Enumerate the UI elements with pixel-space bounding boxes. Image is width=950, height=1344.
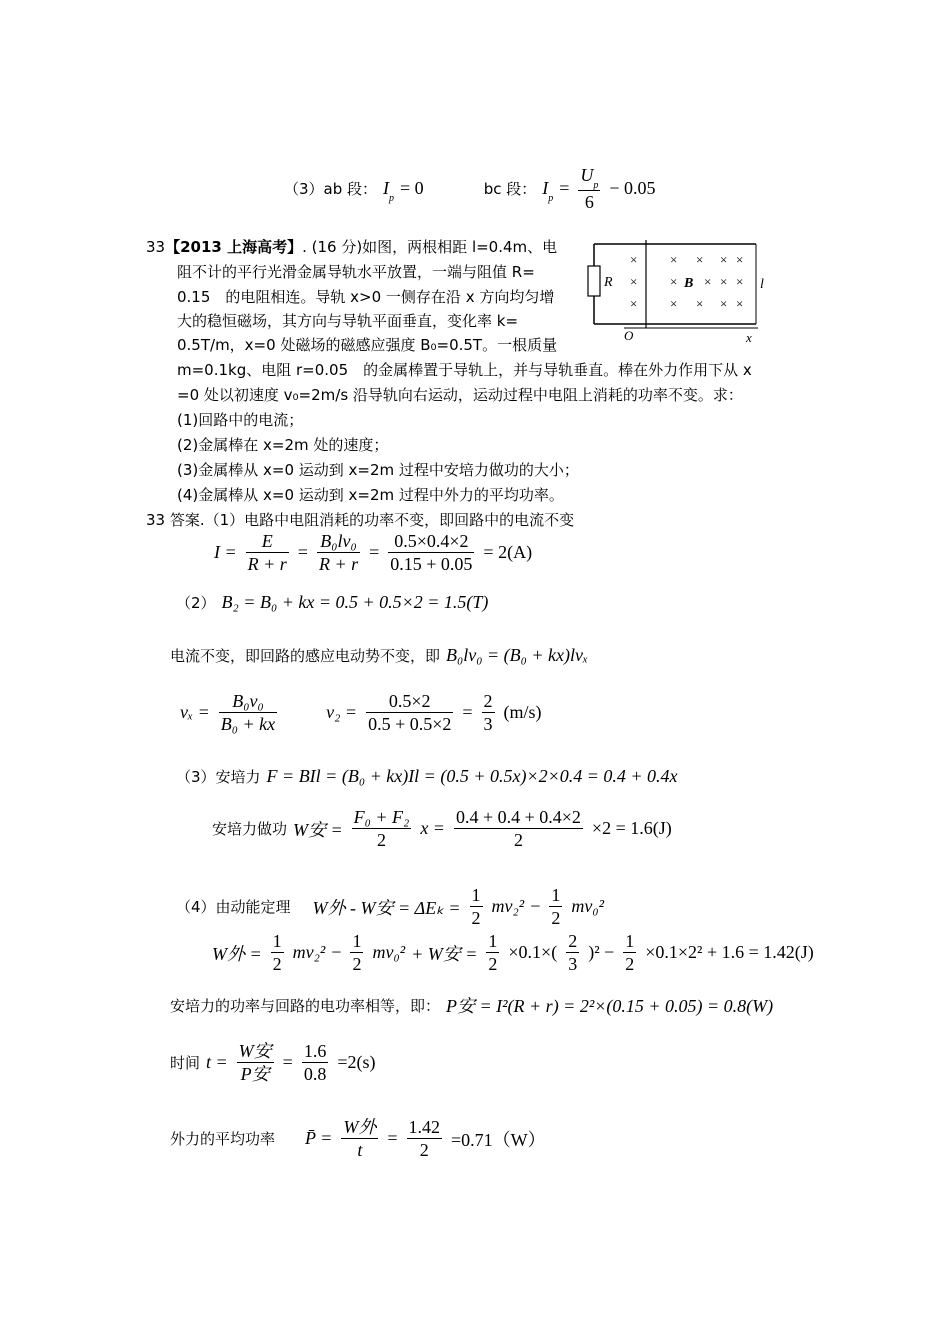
- svg-text:×: ×: [630, 274, 638, 289]
- answer-part2-line: （2） B₂ = B₀ + kx = 0.5 + 0.5×2 = 1.5(T): [176, 592, 489, 612]
- question-3: (3)金属棒从 x=0 运动到 x=2m 过程中安培力做功的大小；: [177, 461, 579, 479]
- bc-tail: − 0.05: [609, 178, 656, 198]
- answer-part3-force: （3）安培力 F = BIl = (B₀ + kx)Il = (0.5 + 0.5x)×2×0.4 = 0.4 + 0.4x: [176, 766, 678, 786]
- svg-text:×: ×: [736, 274, 744, 289]
- svg-text:×: ×: [696, 252, 704, 267]
- svg-text:×: ×: [720, 296, 728, 311]
- svg-text:×: ×: [736, 252, 744, 267]
- answer-emf-line: 电流不变，即回路的感应电动势不变，即 B₀lv₀ = (B₀ + kx)lvₓ: [170, 645, 589, 665]
- answer-velocity-line: vₓ = $\frac{\text{B₀v₀}}{\text{B₀ + kx}}$ v₂ = $\frac{0.5\times 2}{0.5 + 0.5\times 2}$ = $\frac{2}{3}$ (m/s): [180, 691, 542, 734]
- problem-line-2: 阻不计的平行光滑金属导轨水平放置，一端与阻值 R=: [177, 263, 535, 281]
- problem-line-7: =0 处以初速度 v₀=2m/s 沿导轨向右运动，运动过程中电阻上消耗的功率不变。求：: [177, 386, 743, 404]
- question-1: (1)回路中的电流；: [177, 411, 304, 429]
- answer-part3-work: 安培力做功 W安 = $\frac{\text{F₀ + F₂}}{2}$ x = $\frac{0.4 + 0.4 + 0.4\times 2}{2}$ ×2 = 1.6(J): [212, 807, 672, 850]
- prev-part3-label: （3）ab 段：: [284, 180, 378, 198]
- svg-text:×: ×: [670, 274, 678, 289]
- answer-power-line: 安培力的功率与回路的电功率相等，即： P安 = I²(R + r) = 2²×(0.15 + 0.05) = 0.8(W): [170, 996, 774, 1016]
- problem-line-1: 33【2013 上海高考】. (16 分)如图，两根相距 l=0.4m、电: [146, 238, 558, 256]
- figure-label-x: x: [746, 330, 752, 344]
- question-4: (4)金属棒从 x=0 运动到 x=2m 过程中外力的平均功率。: [177, 486, 564, 504]
- answer-part4-theorem: （4）由动能定理 W外 - W安 = ΔEₖ = $\frac{1}{2}$ mv₂² − $\frac{1}{2}$ mv₀²: [176, 885, 605, 928]
- svg-text:×: ×: [630, 252, 638, 267]
- figure-label-r: R: [604, 275, 613, 290]
- svg-text:×: ×: [630, 296, 638, 311]
- bc-label: bc 段：: [483, 180, 537, 198]
- problem-source: 【2013 上海高考】: [165, 238, 303, 256]
- figure-label-o: O: [624, 328, 634, 343]
- svg-text:×: ×: [670, 296, 678, 311]
- svg-text:×: ×: [736, 296, 744, 311]
- answer-part4-work: W外 = $\frac{1}{2}$ mv₂² − $\frac{1}{2}$ mv₀² + W安 = $\frac{1}{2}$ ×0.1×( $\frac{2}{3}$ )² − $\frac{1}{2}$ ×0.1×2² + 1.6 = 1.42(J): [212, 931, 814, 974]
- figure-label-b: B: [684, 276, 694, 291]
- svg-text:×: ×: [696, 296, 704, 311]
- problem-line-5: 0.5T/m，x=0 处磁场的磁感应强度 B₀=0.5T。一根质量: [177, 336, 558, 354]
- svg-text:×: ×: [720, 274, 728, 289]
- bc-fraction: $\frac{U_p}{6}$: [580, 165, 599, 212]
- answer-intro: 33 答案.（1）电路中电阻消耗的功率不变，即回路中的电流不变: [146, 511, 575, 529]
- ab-current-value: = 0: [400, 178, 424, 198]
- answer-eq-current: I = $\frac{E}{R + r}$ = $\frac{\text{B₀lv₀}}{R + r}$ = $\frac{0.5\times 0.4\times 2}{0.15 + 0.05}$ = 2(A): [214, 531, 533, 574]
- svg-text:×: ×: [720, 252, 728, 267]
- problem-line-6: m=0.1kg、电阻 r=0.05 的金属棒置于导轨上，并与导轨垂直。棒在外力作用下从 x: [177, 361, 752, 379]
- figure-label-l: l: [760, 277, 764, 292]
- answer-average-power-line: 外力的平均功率 P̄ = $\frac{\text{W外}}{t}$ = $\frac{1.42}{2}$ =0.71（W）: [170, 1117, 546, 1160]
- svg-text:×: ×: [670, 252, 678, 267]
- bc-current-symbol: $I_p$: [542, 178, 554, 204]
- prev-part3-line: （3）ab 段： $I_p$ = 0 bc 段： $I_p$ = $\frac{U_p}{6}$ − 0.05: [284, 165, 656, 212]
- svg-text:×: ×: [704, 274, 712, 289]
- rail-magnetic-field-figure: [586, 236, 776, 344]
- answer-time-line: 时间 t = $\frac{\text{W安}}{\text{P安}}$ = $\frac{1.6}{0.8}$ =2(s): [170, 1041, 376, 1084]
- question-2: (2)金属棒在 x=2m 处的速度；: [177, 436, 389, 454]
- problem-line-4: 大的稳恒磁场，其方向与导轨平面垂直，变化率 k=: [177, 312, 519, 330]
- ab-current-symbol: $I_p$: [383, 178, 395, 204]
- problem-line-3: 0.15 的电阻相连。导轨 x>0 一侧存在沿 x 方向均匀增: [177, 288, 555, 306]
